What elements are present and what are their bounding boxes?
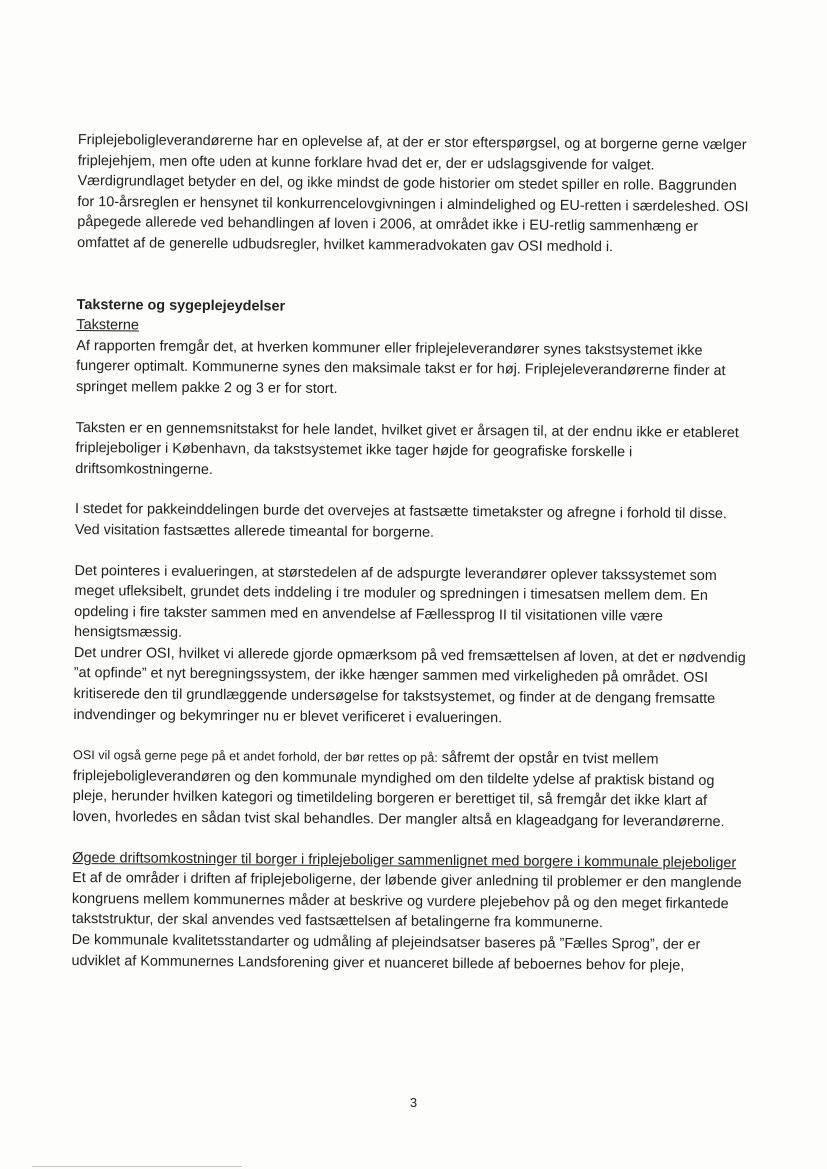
paragraph-faelles-sprog: De kommunale kvalitetsstandarter og udmåling af plejeindsatser baseres på ”Fælles Sprog”, der er udviklet af Kommunernes Landsforening giver et nuanceret billede af beboernes behov for pleje, [71,931,701,974]
paragraph-pakkeinddeling: I stedet for pakkeinddelingen burde det overvejes at fastsætte timetakster og afregne i forhold til disse. Ved visitation fastsættes allerede timeantal for borgerne. [74,501,728,541]
spacer [77,254,749,300]
paragraph-klageadgang-rest: såfremt der opstår en tvist mellem friplejeboligleverandøren og den kommunale myndighed om den tildelte ydelse af praktisk bistand og pleje, herunder hvilken kategori og timetildeling borgeren er berettiget til, så fremgår det ikke klart af loven, hvorledes en sådan tvist skal behandles. Der mangler altså en klageadgang for leverandørerne. [72,750,725,831]
subheading-taksterne: Taksterne [76,317,139,334]
paragraph-rapporten: Af rapporten fremgår det, at hverken kommuner eller friplejeleverandører synes takstsystemet ikke fungerer optimalt. Kommunerne synes den maksimale takst er for høj. Friplejeleverandørerne finder at springet mellem pakke 2 og 3 er for stort. [75,337,726,397]
paragraph-undrer-osi: Det undrer OSI, hvilket vi allerede gjorde opmærksom på ved fremsættelsen af loven, at det er nødvendig ”at opfinde” et nyt beregningssystem, der ikke hænger sammen med virkeligheden på området. OSI kritiserede den til grundlæggende undersøgelse for takstsystemet, og finder at de dengang fremsatte indvendinger og bekymringer nu er blevet verificeret i evalueringen. [73,644,746,727]
scan-edge-line [32,1166,242,1167]
section-heading-oegede-driftsomkostninger: Øgede driftsomkostninger til borger i friplejeboliger sammenlignet med borgere i kommunale plejeboliger [72,849,737,871]
document-body [71,130,750,976]
intro-paragraph: Friplejeboligleverandørerne har en oplevelse af, at der er stor efterspørgsel, og at borgerne gerne vælger friplejehjem, men ofte uden at kunne forklare hvad det er, der er udslagsgivende for valget. Værdigrundlaget betyder en del, og ikke mindst de gode historier om stedet spiller en rolle. Baggrunden for 10-årsreglen er hensynet til konkurrencelovgivningen i almindelighed og EU-retten i særdeleshed. OSI påpegede allerede ved behandlingen af loven i 2006, at området ikke i EU-retlig sammenhæng er omfattet af de generelle udbudsregler, hvilket kammeradvokaten gav OSI medhold i. [77,131,749,256]
paragraph-evalueringen: Det pointeres i evalueringen, at størstedelen af de adspurgte leverandører oplever takssystemet som meget ufleksibelt, grundet dets inddeling i tre moduler og spredningen i timesatsen mellem dem. En opdeling i fire takster sammen med en anvendelse af Fællessprog II til visitationen ville være hensigtsmæssig. [73,562,717,642]
paragraph-klageadgang [73,745,746,833]
paragraph-kongruens: Et af de områder i driften af friplejeboligerne, der løbende giver anledning til problemer er den manglende kongruens mellem kommunernes måder at beskrive og vurdere plejebehov på og den meget firkantede takststruktur, der skal anvendes ved fastsættelsen af betalingerne fra kommunerne. [71,870,742,932]
paragraph-gennemsnitstakst: Taksten er en gennemsnitstakst for hele landet, hvilket givet er årsagen til, at der endnu ikke er etableret friplejeboliger i København, da takstsystemet ikke tager højde for geografiske forskelle i driftsomkostningerne. [75,419,739,478]
section-heading-taksterne: Taksterne og sygeplejeydelser [76,296,286,315]
page-number: 3 [409,1095,418,1110]
paragraph-klageadgang-lead: OSI vil også gerne pege på et andet forhold, der bør rettes op på: [73,748,438,766]
